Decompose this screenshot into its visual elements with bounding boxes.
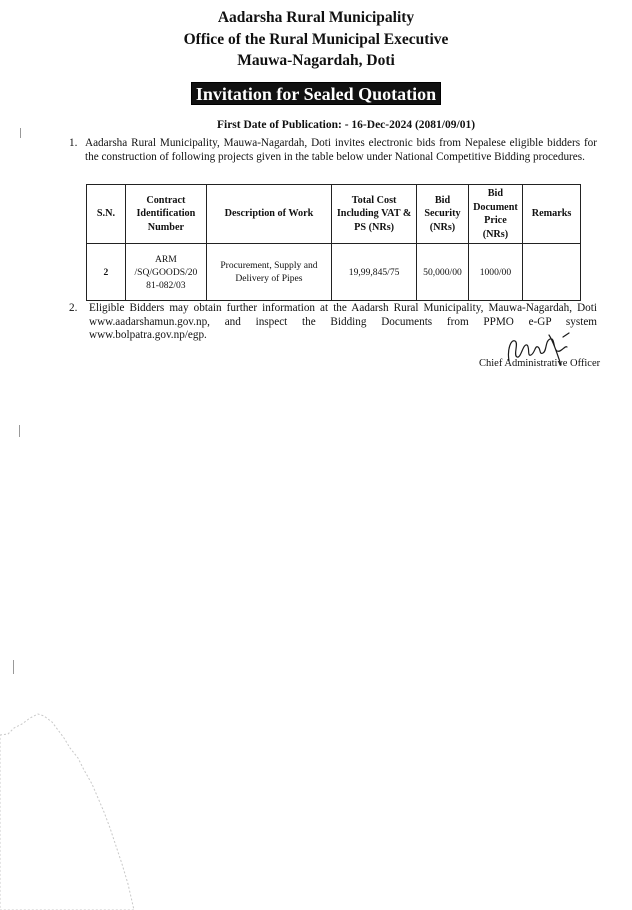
header-bid-security: Bid Security (NRs) — [417, 185, 469, 244]
cell-bid-security: 50,000/00 — [417, 244, 469, 301]
paragraph-1-text: Aadarsha Rural Municipality, Mauwa-Nagardah, Doti invites electronic bids from Nepalese eligible bidders for the construction of following projects given in the table below under National Competitive Bidding procedures. — [85, 137, 597, 163]
paragraph-2-text: Eligible Bidders may obtain further information at the Aadarsh Rural Municipality, Mauwa-Nagardah, Doti www.aadarshamun.gov.np, and inspect the Bidding Documents from PPMO e-GP system www.bolpatra.gov.np/egp. — [89, 302, 597, 341]
cell-contract-id: ARM /SQ/GOODS/20 81-082/03 — [125, 244, 206, 301]
cell-description: Procurement, Supply and Delivery of Pipes — [206, 244, 331, 301]
paragraph-1-number: 1. — [69, 137, 78, 149]
publication-date: First Date of Publication: - 16-Dec-2024 (2081/09/01) — [216, 119, 476, 131]
header-remarks: Remarks — [523, 185, 581, 244]
margin-mark — [19, 425, 20, 437]
organization-name: Aadarsha Rural Municipality — [217, 9, 415, 26]
cell-total-cost: 19,99,845/75 — [332, 244, 417, 301]
office-name: Office of the Rural Municipal Executive — [183, 31, 449, 48]
notice-title-wrap — [0, 82, 632, 105]
header-sn: S.N. — [87, 185, 126, 244]
header-total-cost: Total Cost Including VAT & PS (NRs) — [332, 185, 417, 244]
header-contract-id: Contract Identification Number — [125, 185, 206, 244]
margin-mark — [20, 128, 21, 138]
notice-title: Invitation for Sealed Quotation — [191, 82, 441, 105]
cell-remarks — [523, 244, 581, 301]
paragraph-2-number: 2. — [69, 302, 78, 314]
cell-doc-price: 1000/00 — [468, 244, 522, 301]
signatory-title: Chief Administrative Officer — [479, 358, 601, 369]
table-row — [87, 244, 581, 301]
header-doc-price: Bid Document Price (NRs) — [468, 185, 522, 244]
bid-table — [86, 184, 581, 301]
table-header-row — [87, 185, 581, 244]
cell-sn: 2 — [87, 244, 126, 301]
margin-mark — [13, 660, 14, 674]
header-description: Description of Work — [206, 185, 331, 244]
torn-page-edge — [0, 700, 140, 910]
office-location: Mauwa-Nagardah, Doti — [237, 52, 395, 69]
